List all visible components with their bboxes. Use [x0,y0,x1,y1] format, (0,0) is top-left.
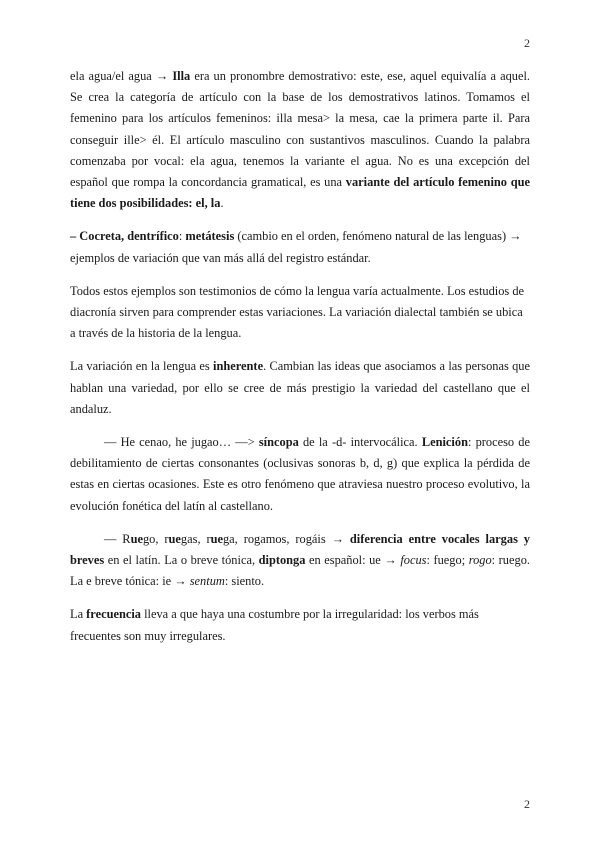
bold-term: Cocreta, dentrífico [79,229,179,244]
paragraph-inherent-variation [70,356,530,420]
text-run: en español: ue → [305,553,401,568]
bold-term: síncopa [258,435,299,450]
text-run: La [70,607,87,622]
text-run: (cambio en el orden, fenómeno natural de las lenguas) → ejemplos de variación que van más allá del registro estándar. [70,229,522,265]
bold-term: ue [168,531,181,546]
text-run: : proceso de debilitamiento de ciertas consonantes (oclusivas sonoras b, d, g) que explica la pérdida de estas en ciertas ocasiones. Este es otro fenómeno que atraviesa nuestro proceso evolutivo, la evolución fonética del latín al castellano. [70,435,530,513]
paragraph-frequency [70,604,530,646]
text-run: de la -d- intervocálica. [298,435,422,450]
text-run: ga, rogamos, rogáis → [222,531,350,546]
page-number-bottom: 2 [524,797,530,811]
paragraph-article-origin [70,66,530,214]
bold-term: Illa [172,69,191,83]
bold-term: ue [210,531,223,546]
text-run: era un pronombre demostrativo: este, ese, aquel equivalía a aquel. Se crea la categoría de artículo con la base de los demostrativos latinos. Tomamos el femenino para los artículos femeninos: illa mesa> la mesa, cae la primera parte il. Para conseguir ille> él. El artículo masculino con sustantivos masculinos. Cuando la palabra comenzaba por vocal: ela agua, tenemos la variante el agua. No es una excepción del español que rompa la concordancia gramatical, es una [70,69,531,190]
bold-term: diptonga [258,553,306,568]
paragraph-syncope-lenition [70,432,530,517]
text-run: — R [104,531,131,546]
bold-term: metátesis [185,229,235,244]
text-run: — He cenao, he jugao… —> [104,435,259,450]
page-number-top: 2 [524,36,530,50]
text-run: : ruego. La e breve tónica: ie → [70,553,530,589]
paragraph-diphthongization [70,529,530,593]
text-run: en el latín. La o breve tónica, [104,553,259,568]
bold-term: ue [130,531,143,546]
paragraph-testimonies: Todos estos ejemplos son testimonios de cómo la lengua varía actualmente. Los estudios de diacronía sirven para comprender estas variaciones. La variación dialectal también se ubica a través de la historia de la lengua. [70,283,525,341]
text-run: La variación en la lengua es [70,359,214,374]
text-run: . Cambian las ideas que asociamos a las personas que hablan una variedad, por ello se cree de más prestigio la variedad del castellano que el andaluz. [70,359,530,416]
text-run: . [220,196,224,211]
bold-term: – [70,229,80,244]
text-run: : [178,229,186,244]
bold-term: frecuencia [86,607,141,622]
document-body [70,66,530,659]
text-run: ela agua/el agua → [70,69,173,83]
text-run: : fuego; [426,553,469,568]
text-run: : siento. [224,574,265,589]
italic-term: rogo [468,553,492,568]
bold-term: Lenición [421,435,468,450]
paragraph-metathesis [70,226,530,268]
bold-term: diferencia entre vocales largas y breves [70,531,530,568]
italic-term: focus [400,553,427,568]
text-run: gas, r [180,531,211,546]
text-run: go, r [142,531,169,546]
italic-term: sentum [189,574,225,589]
bold-term: variante del artículo femenino que tiene dos posibilidades: el, la [70,175,530,211]
text-run: lleva a que haya una costumbre por la irregularidad: los verbos más frecuentes son muy irregulares. [70,607,479,643]
bold-term: inherente [213,359,264,374]
